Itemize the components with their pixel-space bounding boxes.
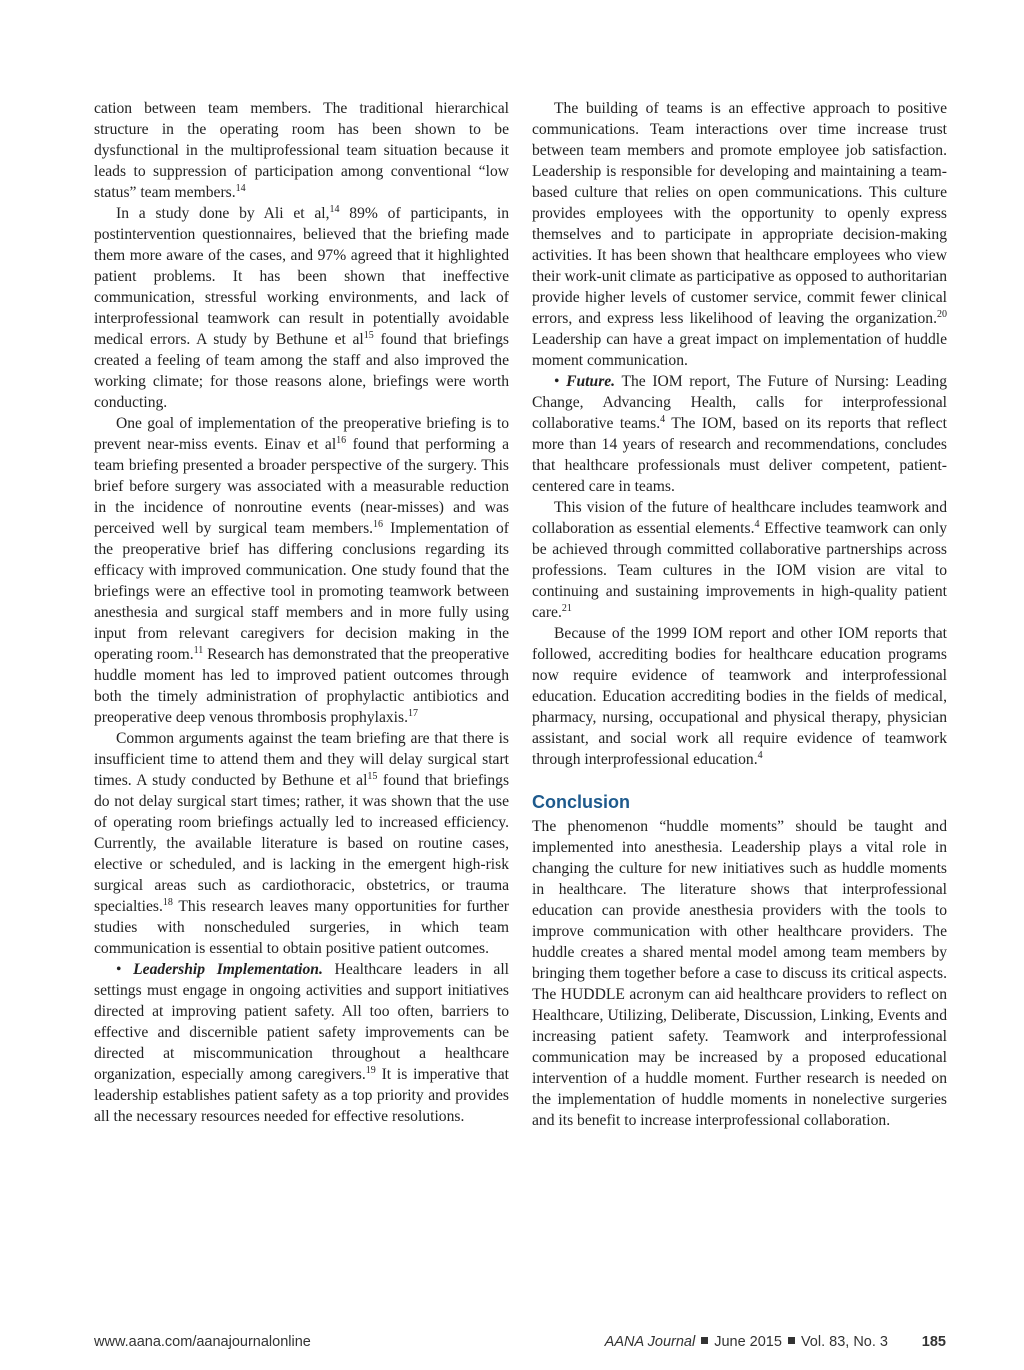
journal-url-link[interactable]: www.aana.com/aanajournalonline: [94, 1334, 311, 1350]
citation: 14: [329, 203, 340, 215]
paragraph: cation between team members. The traditional hierarchical structure in the operating room has been shown to be dysfunctional in the multiprofessional team situation because it leads to suppression of participation among conventional “low status” team members.$^{14}$: [94, 100, 509, 201]
page-number: 185: [921, 1334, 946, 1350]
citation: 4: [660, 413, 666, 425]
paragraph: Common arguments against the team briefing are that there is insufficient time to attend them and they will delay surgical start times. A study conducted by Bethune et $al^{15}$ found that briefings do not delay surgical start times; rather, it was shown that the use of operating room briefings actually led to increased efficiency. Currently, the available literature is based on routine cases, elective or scheduled, and is lacking in the emergent high-risk surgical areas such as cardiothoracic, obstetrics, or trauma specialties.$^{18}$ This research leaves many opportunities for further studies with nonscheduled surgeries, in which team communication is essential to obtain positive patient outcomes.: [94, 730, 510, 957]
citation: 18: [162, 896, 173, 908]
journal-citation: AANA Journal June 2015 Vol. 83, No. 3: [604, 1334, 888, 1350]
paragraph: • Future. The IOM report, The Future of Nursing: Leading Change, Advancing Health, calls for interprofessional collaborative teams.$^4$ The IOM, based on its reports that reflect more than 14 years of research and recommendations, concludes that healthcare professionals must deliver competent, patient-centered care in teams.: [532, 373, 947, 495]
citation: 4: [757, 749, 763, 761]
citation: 11: [193, 644, 204, 656]
section-heading-conclusion: Conclusion: [532, 792, 630, 812]
paragraph: One goal of implementation of the preoperative briefing is to prevent near-miss events. Einav et $al^{16}$ found that performing a team briefing presented a broader perspective of the surgery. This brief before surgery was associated with a measurable reduction in the incidence of nonroutine events (near-misses) and was perceived well by surgical team members.$^{16}$ Implementation of the preoperative brief has differing conclusions regarding its efficacy with improved communication. One study found that the briefings were an effective tool in promoting teamwork between anesthesia and surgical staff members and in more fully using input from relevant caregivers for decision making in the operating room.$^{11}$ Research has demonstrated that the preoperative huddle moment has led to improved patient outcomes through both the timely administration of prophylactic antibiotics and preoperative deep venous thrombosis prophylaxis.$^{17}$: [94, 415, 510, 726]
run-in-heading: Leadership Implementation.: [133, 961, 323, 978]
square-bullet-icon: [788, 1337, 795, 1344]
left-column: [94, 98, 509, 1127]
citation: 16: [336, 434, 347, 446]
paragraph: In a study done by Ali et al,$^{14}$ 89% of participants, in postintervention questionnaires, believed that the briefing made them more aware of the cases, and 97% agreed that it highlighted patient problems. It has been shown that ineffective communication, stressful working environments, and lack of interprofessional teamwork can result in potentially avoidable medical errors. A study by Bethune et $al^{15}$ found that briefings created a feeling of team among the staff and also improved the working climate; for those reasons alone, briefings were worth conducting.: [94, 203, 509, 411]
citation: 14: [235, 182, 246, 194]
square-bullet-icon: [701, 1337, 708, 1344]
citation: 16: [373, 518, 384, 530]
citation: 4: [754, 518, 760, 530]
citation: 17: [407, 707, 418, 719]
paragraph: Because of the 1999 IOM report and other IOM reports that followed, accrediting bodies for healthcare education programs now require evidence of teamwork and interprofessional education. Education accrediting bodies in the fields of medical, pharmacy, nursing, occupational and physical therapy, physician assistant, and social work all require evidence of teamwork through interprofessional education.$^4$: [532, 625, 947, 768]
citation: 15: [363, 329, 374, 341]
citation: 15: [367, 770, 378, 782]
right-column: [532, 98, 947, 1131]
citation: 19: [365, 1064, 376, 1076]
paragraph: The building of teams is an effective approach to positive communications. Team interactions over time increase trust between team members and promote employee job satisfaction. Leadership is responsible for developing and maintaining a team-based culture that relies on open communications. This culture provides employees with the opportunity to openly express themselves and to participate in appropriate decision-making activities. It has been shown that healthcare employees who view their work-unit climate as participative as opposed to authoritarian provide higher levels of customer service, commit fewer clinical errors, and express less likelihood of leaving the organization.$^{20}$ Leadership can have a great impact on implementation of huddle moment communication.: [532, 100, 947, 369]
page-footer: [94, 1334, 946, 1354]
paragraph: This vision of the future of healthcare includes teamwork and collaboration as essential elements.$^4$ Effective teamwork can only be achieved through committed collaborative partnerships across professions. Team cultures in the IOM vision are vital to continuing and sustaining improvements in high-quality patient care.$^{21}$: [532, 499, 947, 621]
paragraph: The phenomenon “huddle moments” should be taught and implemented into anesthesia. Leadership plays a vital role in changing the culture for new initiatives such as huddle moments in healthcare. The literature shows that interprofessional education can provide anesthesia providers with the tools to improve communication with other healthcare providers. The huddle creates a shared mental model among team members by bringing them together before a case to discuss its critical aspects. The HUDDLE acronym can aid healthcare providers to reflect on Healthcare, Utilizing, Deliberate, Discussion, Linking, Events and increasing patient safety. Teamwork and interprofessional communication may be increased by a proposed educational intervention of a huddle moment. Further research is needed on the implementation of huddle moments in nonelective surgeries and its benefit to increase interprofessional collaboration.: [532, 818, 947, 1129]
run-in-heading: Future.: [566, 373, 616, 390]
citation: 21: [561, 602, 572, 614]
citation: 20: [937, 308, 947, 320]
paragraph: • Leadership Implementation. Healthcare leaders in all settings must engage in ongoing activities and support initiatives directed at improving patient safety. All too often, barriers to effective and discernible patient safety improvements can be directed at miscommunication throughout a healthcare organization, especially among caregivers.$^{19}$ It is imperative that leadership establishes patient safety as a top priority and provides all the necessary resources needed for effective resolutions.: [94, 961, 509, 1125]
